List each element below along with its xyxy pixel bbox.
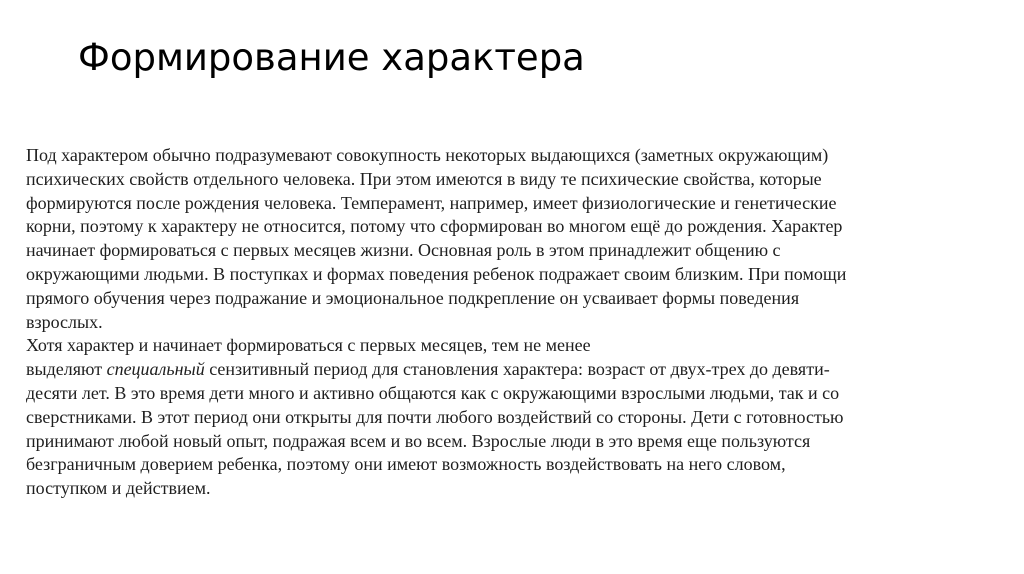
text-line: психических свойств отдельного человека. При этом имеются в виду те психические свойства, которые — [26, 168, 822, 189]
text-line: взрослых. — [26, 311, 103, 332]
text-line — [26, 358, 1006, 382]
text-line: десяти лет. В это время дети много и активно общаются как с окружающими взрослыми людьми, так и со — [26, 382, 840, 403]
text-line: прямого обучения через подражание и эмоциональное подкрепление он усваивает формы поведения — [26, 287, 800, 308]
text-line: сверстниками. В этот период они открыты для почти любого воздействий со стороны. Дети с готовностью — [26, 406, 844, 427]
text-fragment: выделяют — [26, 359, 107, 380]
text-line: окружающими людьми. В поступках и формах поведения ребенок подражает своим близким. При помощи — [26, 263, 847, 284]
text-line: формируются после рождения человека. Темперамент, например, имеет физиологические и генетические — [26, 192, 837, 213]
text-line: Хотя характер и начинает формироваться с первых месяцев, тем не менее — [26, 335, 591, 356]
text-line: безграничным доверием ребенка, поэтому они имеют возможность воздействовать на него словом, — [26, 454, 786, 475]
slide-title: Формирование характера — [78, 36, 585, 79]
emphasized-word: специальный — [106, 359, 205, 380]
text-line: принимают любой новый опыт, подражая всем и во всем. Взрослые люди в это время еще пользуются — [26, 430, 811, 451]
text-line: Под характером обычно подразумевают совокупность некоторых выдающихся (заметных окружающим) — [26, 145, 829, 165]
text-line: корни, поэтому к характеру не относится, потому что сформирован во многом ещё до рождения. Характер — [26, 216, 843, 237]
text-line: поступком и действием. — [26, 478, 211, 499]
body-text — [26, 144, 1006, 501]
text-line: начинает формироваться с первых месяцев жизни. Основная роль в этом принадлежит общению с — [26, 240, 781, 261]
text-fragment: сензитивный период для становления характера: возраст от двух-трех до девяти- — [204, 359, 830, 380]
